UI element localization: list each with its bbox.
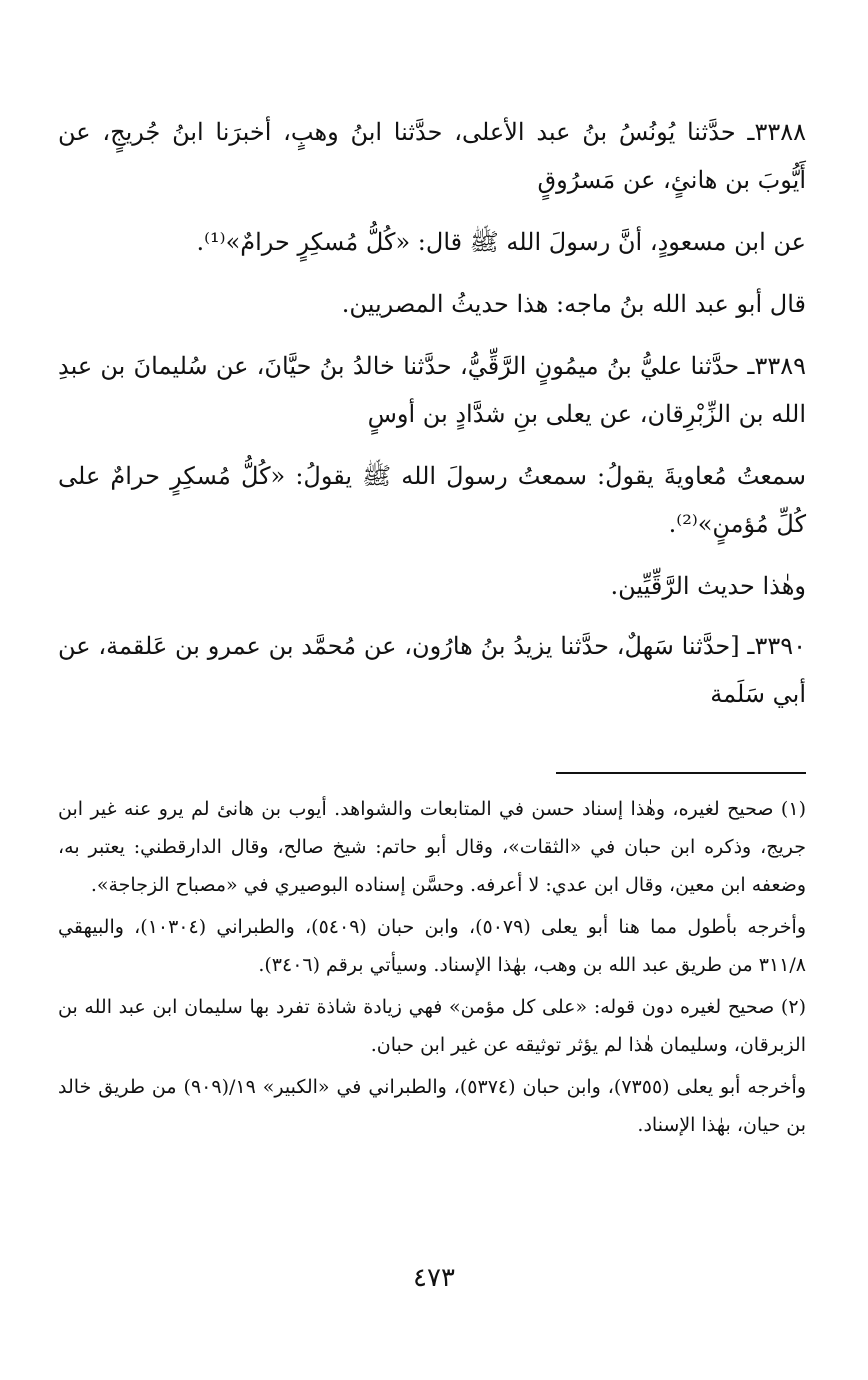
footnotes [58,790,806,1148]
footnote-2: (٢) صحيح لغيره دون قوله: «على كل مؤمن» فهي زيادة شاذة تفرد بها سليمان ابن عبد الله بن الزبرقان، وسليمان هٰذا لم يؤثر توثيقه عن غير ابن حبان. [58,996,806,1056]
main-text [58,108,806,732]
footnote-separator [556,772,806,774]
footnote-2-takhrij: وأخرجه أبو يعلى (٧٣٥٥)، وابن حبان (٥٣٧٤)، والطبراني في «الكبير» ١٩/(٩٠٩) من طريق خالد بن حيان، بهٰذا الإسناد. [58,1076,806,1136]
hadith-3390-isnad: ٣٣٩٠ـ [حدَّثنا سَهلٌ، حدَّثنا يزيدُ بنُ هارُون، عن مُحمَّد بن عمرو بن عَلقمة، عن أبي سَلَمة [58,632,806,708]
page-number: ٤٧٣ [413,1263,455,1293]
hadith-3389-isnad: ٣٣٨٩ـ حدَّثنا عليُّ بنُ ميمُونٍ الرَّقِّيُّ، حدَّثنا خالدُ بنُ حيَّانَ، عن سُليمانَ بن عبدِ الله بن الزِّبْرِقان، عن يعلى بنِ شدَّادٍ بن أوسٍ [58,352,806,428]
hadith-3388-isnad: ٣٣٨٨ـ حدَّثنا يُونُسُ بنُ عبد الأعلى، حدَّثنا ابنُ وهبٍ، أخبرَنا ابنُ جُريجٍ، عن أَيُّوبَ بن هانئٍ، عن مَسرُوقٍ [58,118,806,194]
ibn-majah-comment: قال أبو عبد الله بنُ ماجه: هذا حديثُ المصريين. [341,290,806,318]
footnote-1: (١) صحيح لغيره، وهٰذا إسناد حسن في المتابعات والشواهد. أيوب بن هانئ لم يرو عنه غير ابن جريج، وذكره ابن حبان في «الثقات»، وقال أبو حاتم: شيخ صالح، وقال الدارقطني: يعتبر به، وضعفه ابن معين، وقال ابن عدي: لا أعرفه. وحسَّن إسناده البوصيري في «مصباح الزجاجة». [58,798,806,896]
raqqiyyin-comment: وهٰذا حديث الرَّقِّيِّين. [610,572,806,600]
hadith-3388-matn: عن ابن مسعودٍ، أنَّ رسولَ الله ﷺ قال: «كُلُّ مُسكِرٍ حرامٌ»⁽¹⁾. [196,228,806,256]
footnote-1-takhrij: وأخرجه بأطول مما هنا أبو يعلى (٥٠٧٩)، وابن حبان (٥٤٠٩)، والطبراني (١٠٣٠٤)، والبيهقي ٣١١/٨ من طريق عبد الله بن وهب، بهٰذا الإسناد. وسيأتي برقم (٣٤٠٦). [58,916,806,976]
hadith-3389-matn: سمعتُ مُعاويةَ يقولُ: سمعتُ رسولَ الله ﷺ يقولُ: «كُلُّ مُسكِرٍ حرامٌ على كُلِّ مُؤمنٍ»⁽²⁾. [58,462,806,538]
